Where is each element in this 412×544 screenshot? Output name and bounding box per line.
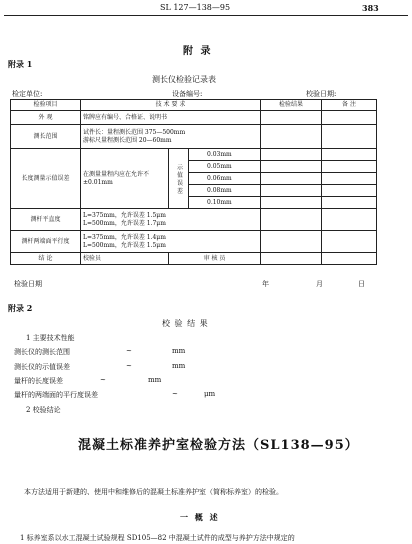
result-item-dash: ~ (172, 390, 178, 398)
method-para: 1 标养室系以水工混凝土试验规程 SD105—82 中混凝土试件的成型与养护方法中规定的 (20, 534, 295, 542)
appendix1-label: 附录 1 (8, 59, 33, 69)
method-title: 混凝土标准养护室检验方法（SL138—95） (78, 438, 359, 453)
result-item-label: 量杆的两端面的平行度误差 (14, 391, 98, 399)
inspection-date-label: 检验日期 (14, 280, 42, 288)
indication-value: 0.08mm (189, 185, 261, 197)
indication-value: 0.10mm (189, 197, 261, 209)
row-range-item: 测长范围 (11, 125, 81, 149)
page-number: 383 (362, 3, 379, 13)
table-row (11, 111, 377, 125)
appendix2-title: 校 验 结 果 (162, 319, 209, 328)
result-item-label: 测长仪的测长范围 (14, 348, 70, 356)
method-intro: 本方法适用于新建的、使用中和维修后的混凝土标准养护室（简称标养室）的检验。 (24, 488, 283, 496)
result-item-unit: mm (148, 376, 162, 384)
row-conclusion-right: 审 核 员 (169, 253, 261, 265)
table-row (11, 209, 377, 231)
indication-value: 0.05mm (189, 161, 261, 173)
header-item: 检验项目 (11, 100, 81, 111)
result-item-dash: ~ (126, 362, 132, 370)
indication-value: 0.03mm (189, 149, 261, 161)
result-item-dash: ~ (126, 347, 132, 355)
table-header-row (11, 100, 377, 111)
date-year: 年 (262, 280, 269, 288)
running-header: SL 127—138—95 (160, 3, 231, 12)
section-heading: 一 概 述 (180, 512, 220, 522)
row-flatness-item: 测杆平直度 (11, 209, 81, 231)
table-row (11, 125, 377, 149)
row-appearance-item: 外 观 (11, 111, 81, 125)
form-title: 测长仪检验记录表 (152, 75, 216, 84)
field-date: 校验日期: (306, 90, 337, 98)
row-indication-middle: 示 值 误 差 (169, 149, 189, 209)
parallel-req-line: L=375mm，允许误差 1.4μm (83, 233, 166, 241)
date-day: 日 (358, 280, 365, 288)
result-item-label: 测长仪的示值误差 (14, 363, 70, 371)
row-parallel-item: 测杆两端面平行度 (11, 231, 81, 253)
range-req-line: 试件长：量程测长范围 375—500mm (83, 128, 186, 136)
section1-heading: 1 主要技术性能 (26, 334, 75, 342)
section2-heading: 2 校验结论 (26, 406, 61, 414)
flatness-req-line: L=375mm，允许误差 1.5μm (83, 211, 166, 219)
field-device: 设备编号: (172, 90, 203, 98)
row-indication-item: 长度测量示值误差 (11, 149, 81, 209)
row-conclusion-item: 结 论 (11, 253, 81, 265)
row-range-req (81, 125, 261, 149)
row-appearance-req: 铭牌应有编号、合格证、说明书 (81, 111, 261, 125)
row-conclusion-left: 校验员 (81, 253, 169, 265)
header-remark: 备 注 (322, 100, 377, 111)
row-indication-req: 在测量量程内应在允许不 ±0.01mm (81, 149, 169, 209)
header-result: 检验结果 (261, 100, 322, 111)
inspection-table (10, 99, 377, 265)
header-rule (4, 15, 408, 16)
table-row (11, 231, 377, 253)
indication-value: 0.06mm (189, 173, 261, 185)
range-req-line: 游标尺量程测长范围 20—60mm (83, 136, 172, 144)
parallel-req-line: L=500mm，允许误差 1.5μm (83, 241, 166, 249)
header-requirement: 技 术 要 求 (81, 100, 261, 111)
appendix-title: 附 录 (183, 46, 213, 57)
table-row (11, 253, 377, 265)
result-item-dash: ~ (100, 376, 106, 384)
table-row (11, 149, 377, 161)
result-item-unit: μm (204, 390, 216, 398)
flatness-req-line: L=500mm，允许误差 1.7μm (83, 219, 166, 227)
field-unit: 检定单位: (12, 90, 43, 98)
result-item-label: 量杆的长度误差 (14, 377, 63, 385)
appendix2-label: 附录 2 (8, 303, 33, 313)
date-month: 月 (316, 280, 323, 288)
result-item-unit: mm (172, 362, 186, 370)
row-parallel-req (81, 231, 261, 253)
row-flatness-req (81, 209, 261, 231)
result-item-unit: mm (172, 347, 186, 355)
